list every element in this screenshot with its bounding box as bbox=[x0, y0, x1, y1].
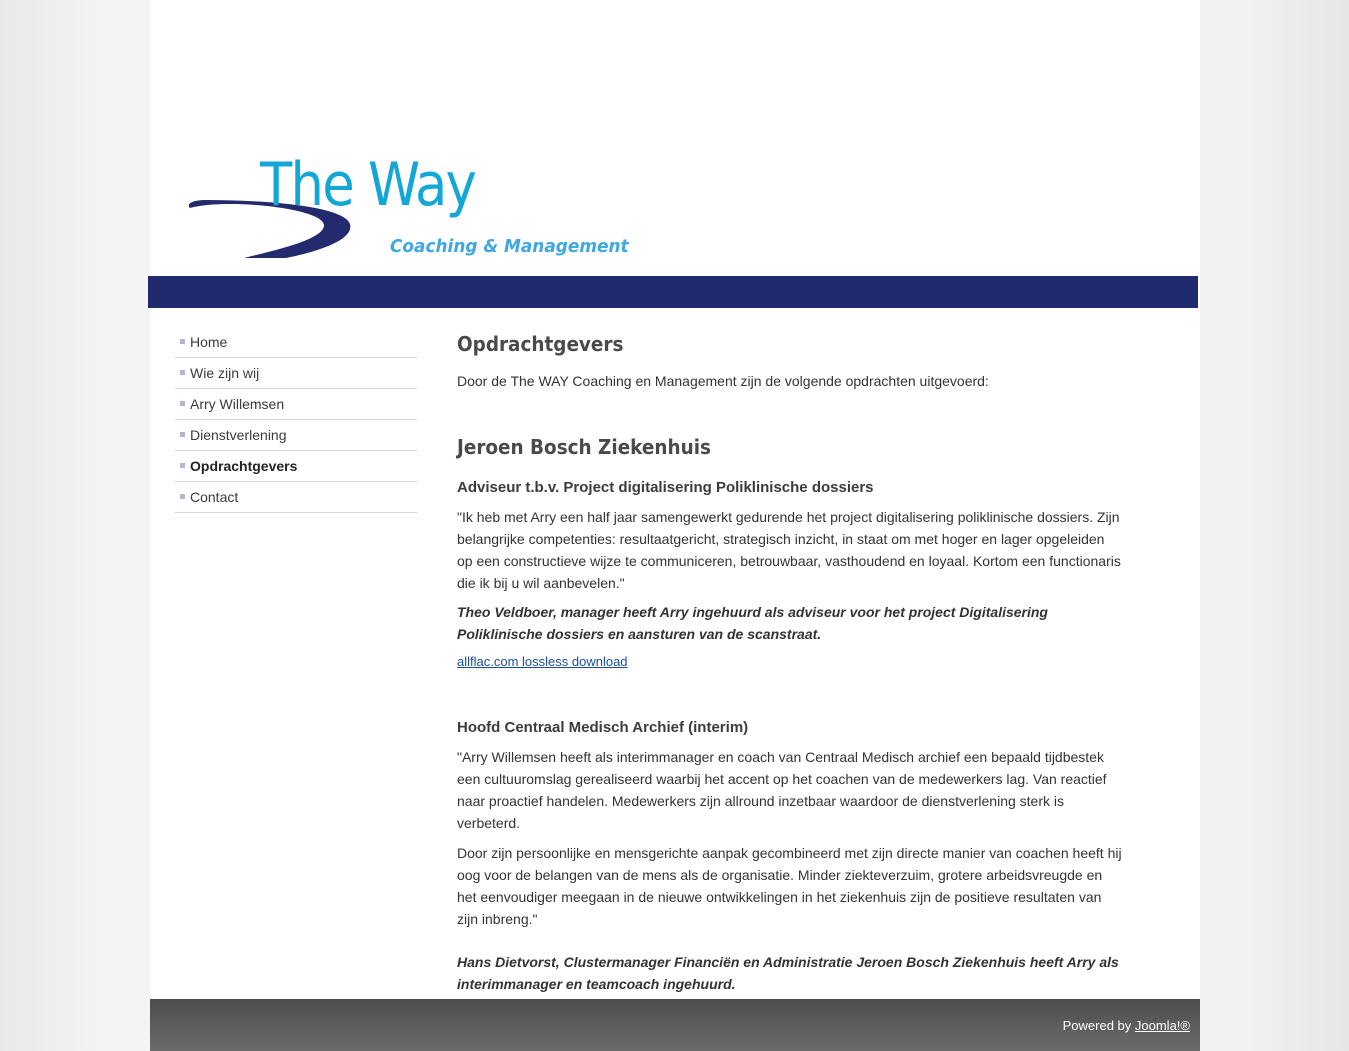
sidebar-menu bbox=[175, 327, 417, 513]
sidebar-item-arry-willemsen[interactable] bbox=[175, 389, 417, 420]
sidebar-item-opdrachtgevers[interactable] bbox=[175, 451, 417, 482]
section-title: Jeroen Bosch Ziekenhuis bbox=[457, 435, 711, 459]
sidebar-item-contact[interactable] bbox=[175, 482, 417, 513]
bullet-icon bbox=[180, 432, 185, 437]
logo-subtitle: Coaching & Management bbox=[390, 236, 629, 257]
logo-title: The Way bbox=[260, 150, 476, 220]
sidebar-item-label: Wie zijn wij bbox=[190, 365, 260, 381]
sidebar-item-home[interactable] bbox=[175, 327, 417, 358]
bullet-icon bbox=[180, 494, 185, 499]
page-footer bbox=[150, 999, 1200, 1051]
sidebar-item-dienstverlening[interactable] bbox=[175, 420, 417, 451]
download-link[interactable]: allflac.com lossless download bbox=[457, 654, 628, 669]
assignment-heading: Hoofd Centraal Medisch Archief (interim) bbox=[457, 719, 749, 736]
top-navbar bbox=[148, 276, 1198, 308]
bullet-icon bbox=[180, 463, 185, 468]
sidebar-item-label: Arry Willemsen bbox=[190, 396, 285, 412]
testimonial-attribution: Hans Dietvorst, Clustermanager Financiën en Administratie Jeroen Bosch Ziekenhuis heeft Arry als interimmanager en teamcoach ingehuurd. bbox=[457, 954, 1119, 992]
sidebar-item-wie-zijn-wij[interactable] bbox=[175, 358, 417, 389]
main-content bbox=[457, 330, 1122, 995]
testimonial-paragraph: Door zijn persoonlijke en mensgerichte aanpak gecombineerd met zijn directe manier van coachen heeft hij oog voor de belangen van de mens als de organisatie. Minder ziekteverzuim, grotere arbeidsvreugde en het eenvoudiger meegaan in de nieuwe ontwikkelingen in het ziekenhuis zijn de positieve resultaten van zijn inbreng." bbox=[457, 845, 1122, 927]
bullet-icon bbox=[180, 339, 185, 344]
assignment-heading: Adviseur t.b.v. Project digitalisering Poliklinische dossiers bbox=[457, 479, 874, 496]
page-title: Opdrachtgevers bbox=[457, 332, 624, 356]
intro-text: Door de The WAY Coaching en Management zijn de volgende opdrachten uitgevoerd: bbox=[457, 373, 989, 389]
joomla-link[interactable]: Joomla!® bbox=[1134, 1018, 1190, 1033]
bullet-icon bbox=[180, 370, 185, 375]
sidebar-item-label: Opdrachtgevers bbox=[190, 458, 298, 474]
bullet-icon bbox=[180, 401, 185, 406]
testimonial-quote: "Ik heb met Arry een half jaar samengewerkt gedurende het project digitalisering poliklinische dossiers. Zijn belangrijke competenties: resultaatgericht, strategisch inzicht, in staat om met hoger en lager opgeleiden op een constructieve wijze te communiceren, betrouwbaar, vasthoudend en loyaal. Kortom een functionaris die ik bij u wil aanbevelen." bbox=[457, 509, 1121, 591]
sidebar-item-label: Home bbox=[190, 334, 228, 350]
sidebar-item-label: Dienstverlening bbox=[190, 427, 287, 443]
powered-by-label: Powered by bbox=[1062, 1018, 1135, 1033]
powered-by-text bbox=[1063, 1018, 1190, 1033]
testimonial-quote: "Arry Willemsen heeft als interimmanager en coach van Centraal Medisch archief een bepaald tijdbestek een cultuuromslag gerealiseerd waarbij het accent op het coachen van de medewerkers lag. Van reactief naar proactief handelen. Medewerkers zijn allround inzetbaar waardoor de dienstverlening sterk is verbeterd. bbox=[457, 749, 1107, 831]
sidebar-item-label: Contact bbox=[190, 489, 239, 505]
site-logo[interactable] bbox=[186, 150, 629, 265]
testimonial-attribution: Theo Veldboer, manager heeft Arry ingehuurd als adviseur voor het project Digitalisering Poliklinische dossiers en aansturen van de scanstraat. bbox=[457, 604, 1048, 642]
